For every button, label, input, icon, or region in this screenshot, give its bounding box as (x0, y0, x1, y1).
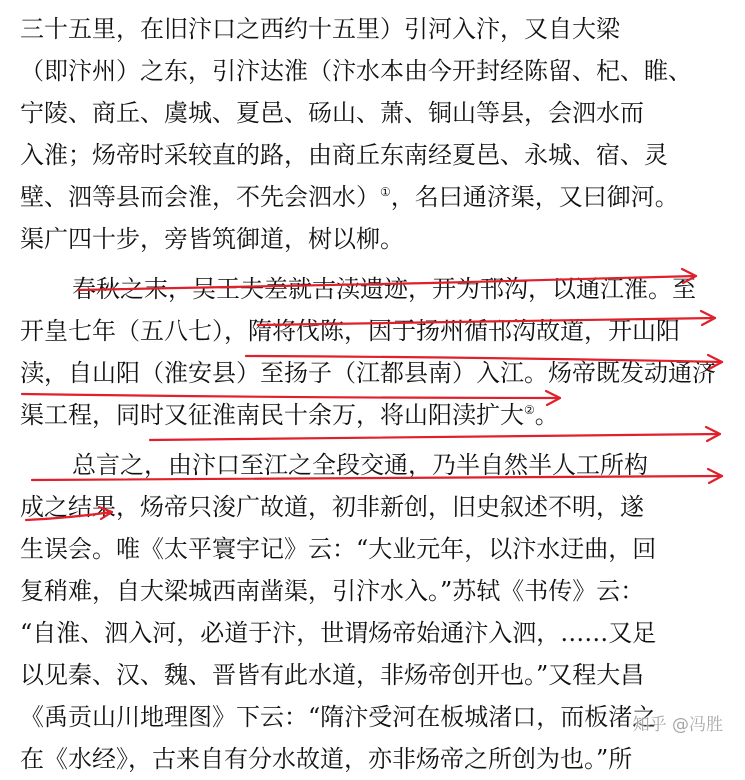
text-line: 春秋之末，吴王夫差就古渎遗迹，开为邗沟，以通江淮。至 (72, 275, 696, 303)
text-line: 生误会。唯《太平寰宇记》云：“大业元年，以汴水迂曲，回 (20, 535, 657, 563)
text-line: 成之结果，炀帝只浚广故道，初非新创，旧史叙述不明，遂 (20, 493, 644, 521)
text-line: 宁陵、商丘、虞城、夏邑、砀山、萧、铜山等县，会泗水而 (20, 99, 644, 127)
footnote-marker[interactable]: ① (380, 185, 391, 199)
text-line: 渎，自山阳（淮安县）至扬子（江都县南）入江。炀帝既发动通济 (20, 359, 716, 387)
watermark-text: 知乎 @冯胜 (632, 715, 723, 735)
text-line: “自淮、泗入河，必道于汴，世谓炀帝始通汴入泗，……又足 (20, 619, 657, 647)
text-line: （即汴州）之东，引汴达淮（汴水本由今开封经陈留、杞、睢、 (20, 57, 692, 85)
text-line (20, 394, 732, 436)
text-line: 以见秦、汉、魏、晋皆有此水道，非炀帝创开也。”又程大昌 (20, 661, 645, 689)
text-segment: 壁、泗等县而会淮，不先会泗水） (20, 183, 380, 211)
text-line: 渠广四十步，旁皆筑御道，树以柳。 (20, 225, 404, 253)
text-line: 《禹贡山川地理图》下云：“隋汴受河在板城渚口，而板渚之 (20, 703, 657, 731)
text-segment: 。 (534, 401, 559, 429)
text-line (20, 176, 732, 218)
text-line: 复稍难，自大梁城西南凿渠，引汴水入。”苏轼《书传》云： (20, 577, 645, 605)
text-line: 入淮；炀帝时采较直的路，由商丘东南经夏邑、永城、宿、灵 (20, 141, 668, 169)
text-segment: 渠工程，同时又征淮南民十余万，将山阳渎扩大 (20, 401, 524, 429)
text-line: 在《水经》，古来自有分水故道，亦非炀帝之所创为也。”所 (20, 745, 633, 773)
text-line: 开皇七年（五八七），隋将伐陈，因于扬州循邗沟故道，开山阳 (20, 317, 680, 345)
text-line: 三十五里，在旧汴口之西约十五里）引河入汴，又自大梁 (20, 15, 620, 43)
body-text (20, 8, 732, 780)
text-segment: ，名曰通济渠，又曰御河。 (390, 183, 679, 211)
text-line: 总言之，由汴口至江之全段交通，乃半自然半人工所构 (72, 451, 648, 479)
footnote-marker[interactable]: ② (524, 403, 535, 417)
